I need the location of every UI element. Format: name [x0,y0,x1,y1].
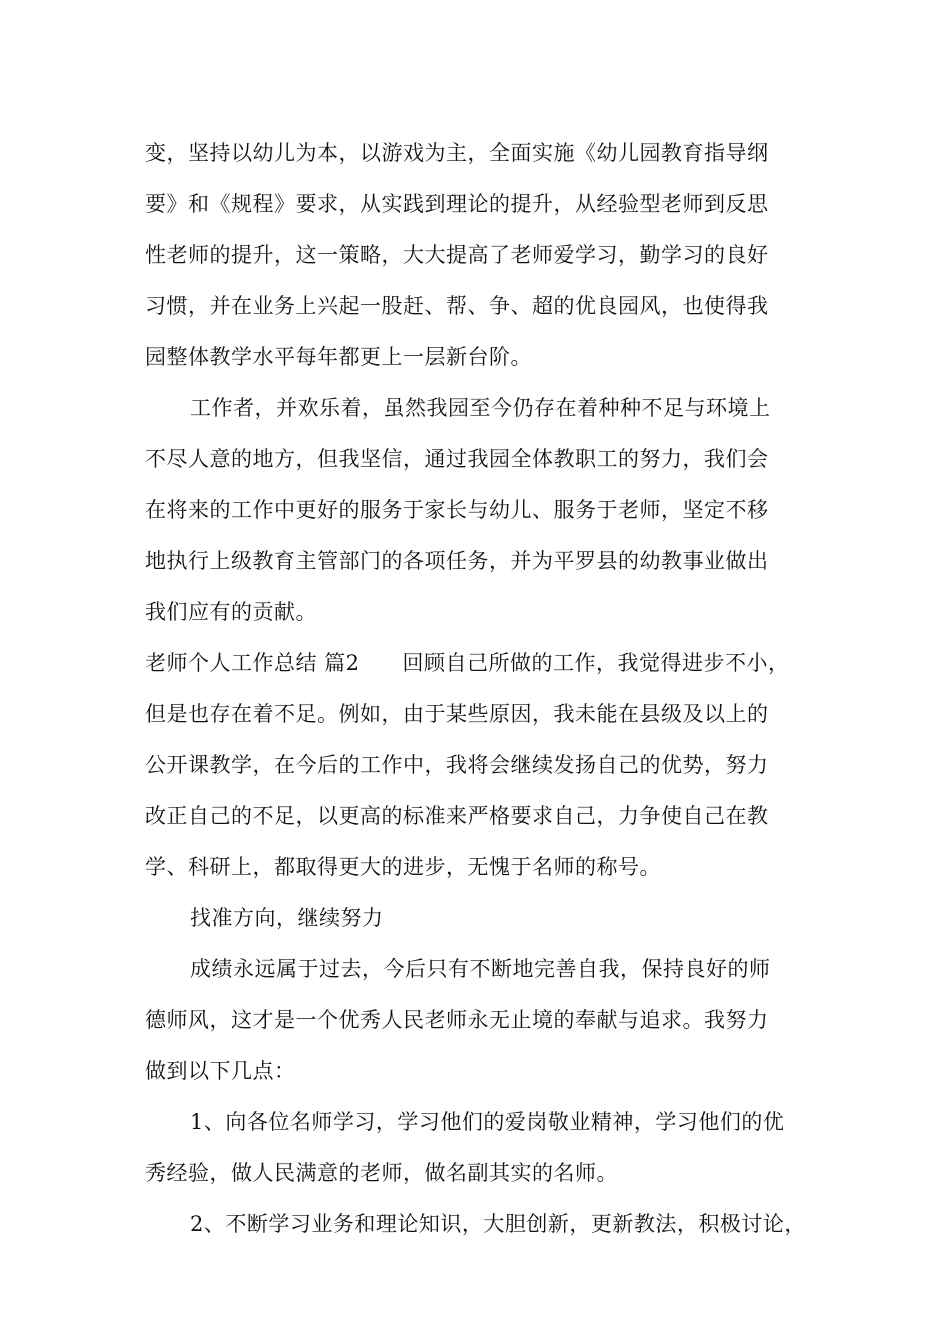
text-line: 秀经验，做人民满意的老师，做名副其实的名师。 [145,1161,618,1185]
list-item-line: 1、向各位名师学习，学习他们的爱岗敬业精神，学习他们的优 [190,1110,785,1134]
text-line: 改正自己的不足，以更高的标准来严格要求自己，力争使自己在教 [145,804,769,828]
text-line: 园整体教学水平每年都更上一层新台阶。 [145,345,532,369]
text-line: 习惯，并在业务上兴起一股赶、帮、争、超的优良园风，也使得我 [145,294,769,318]
text-line: 但是也存在着不足。例如，由于某些原因，我未能在县级及以上的 [145,702,769,726]
text-line: 做到以下几点： [145,1059,296,1083]
text-line: 变，坚持以幼儿为本，以游戏为主，全面实施《幼儿园教育指导纲 [145,141,769,165]
section-heading-line: 老师个人工作总结 篇2 回顾自己所做的工作，我觉得进步不小， [145,651,790,675]
text-line: 在将来的工作中更好的服务于家长与幼儿、服务于老师，坚定不移 [145,498,769,522]
text-line: 要》和《规程》要求，从实践到理论的提升，从经验型老师到反思 [145,192,769,216]
document-body [145,128,835,1250]
text-line: 学、科研上，都取得更大的进步，无愧于名师的称号。 [145,855,661,879]
paragraph-start-line: 工作者，并欢乐着，虽然我园至今仍存在着种种不足与环境上 [190,396,771,420]
paragraph-start-line: 成绩永远属于过去，今后只有不断地完善自我，保持良好的师 [190,957,771,981]
list-item-line: 2、不断学习业务和理论知识，大胆创新，更新教法，积极讨论， [190,1212,806,1236]
text-line: 不尽人意的地方，但我坚信，通过我园全体教职工的努力，我们会 [145,447,769,471]
text-line: 性老师的提升，这一策略，大大提高了老师爱学习，勤学习的良好 [145,243,769,267]
text-line: 公开课教学，在今后的工作中，我将会继续发扬自己的优势，努力 [145,753,769,777]
text-line: 地执行上级教育主管部门的各项任务，并为平罗县的幼教事业做出 [145,549,769,573]
text-line: 我们应有的贡献。 [145,600,317,624]
subheading-line: 找准方向，继续努力 [190,906,384,930]
text-line: 德师风，这才是一个优秀人民老师永无止境的奉献与追求。我努力 [145,1008,769,1032]
